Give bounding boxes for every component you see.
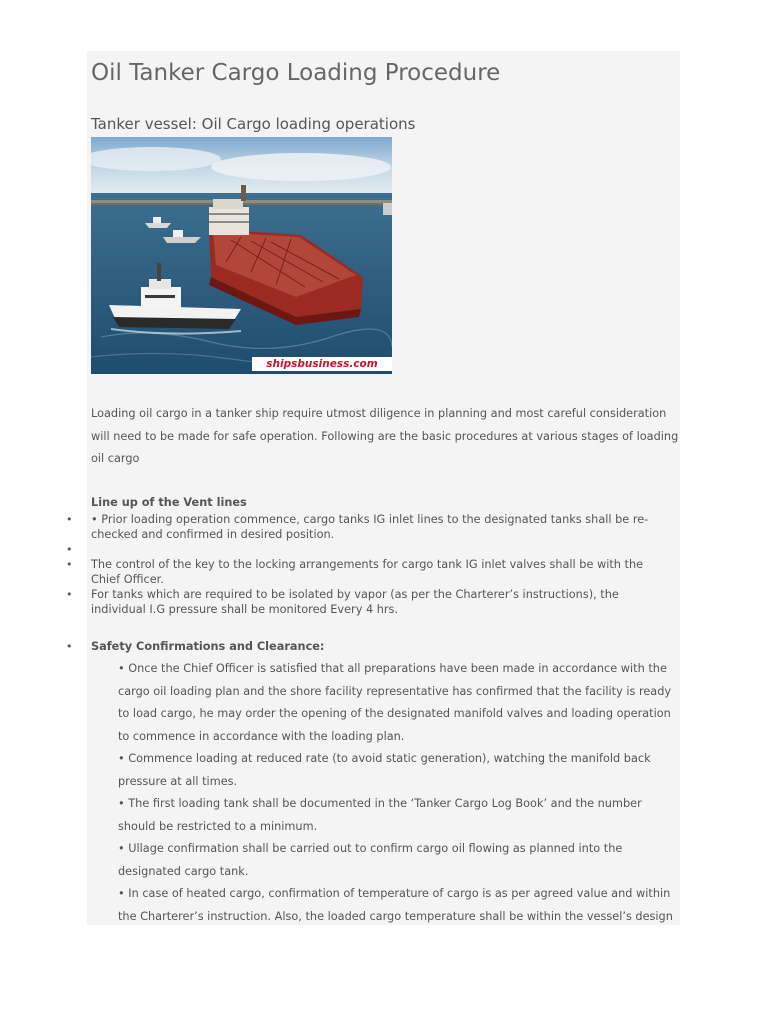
list-item: For tanks which are required to be isolated by vapor (as per the Charterer’s instructions), the individual I.G pressure shall be monitored Every 4 hrs. — [91, 588, 619, 616]
sublist-item: • Once the Chief Officer is satisfied that all preparations have been made in accordance with the cargo oil loading plan and the shore facility representative has confirmed that the facility is ready to load cargo, he may order the opening of the designated manifold valves and loading operation to commence in accordance with the loading plan. — [118, 662, 672, 743]
page-title: Oil Tanker Cargo Loading Procedure — [91, 60, 501, 86]
intro-paragraph: Loading oil cargo in a tanker ship require utmost diligence in planning and most careful consideration will need to be made for safe operation. Following are the basic procedures at various stages of loading oil cargo — [91, 407, 679, 465]
bullet-marker: • — [66, 543, 73, 556]
tanker-ship-illustration — [91, 137, 392, 374]
list-item: The control of the key to the locking arrangements for cargo tank IG inlet valves shall be with the Chief Officer. — [91, 558, 644, 586]
section-heading-safety: Safety Confirmations and Clearance: — [91, 640, 325, 653]
safety-sublist — [118, 658, 678, 928]
bullet-marker: • — [66, 640, 73, 653]
image-watermark: shipsbusiness.com — [252, 357, 392, 371]
bullet-marker: • — [66, 513, 73, 526]
list-item: • Prior loading operation commence, cargo tanks IG inlet lines to the designated tanks shall be re-checked and confirmed in desired position. — [91, 513, 649, 541]
section-heading-vent-lines: Line up of the Vent lines — [91, 496, 247, 509]
tanker-photo — [91, 137, 392, 374]
sublist-item: • Commence loading at reduced rate (to avoid static generation), watching the manifold back pressure at all times. — [118, 752, 651, 788]
bullet-marker: • — [66, 558, 73, 571]
sublist-item: • In case of heated cargo, confirmation of temperature of cargo is as per agreed value and within the Charterer’s instruction. Also, the loaded cargo temperature shall be within the vessel’s design — [118, 887, 673, 923]
sublist-item: • The first loading tank shall be documented in the ‘Tanker Cargo Log Book’ and the number should be restricted to a minimum. — [118, 797, 642, 833]
bullet-marker: • — [66, 588, 73, 601]
sublist-item: • Ullage confirmation shall be carried out to confirm cargo oil flowing as planned into the designated cargo tank. — [118, 842, 623, 878]
page-subtitle: Tanker vessel: Oil Cargo loading operations — [91, 115, 416, 133]
